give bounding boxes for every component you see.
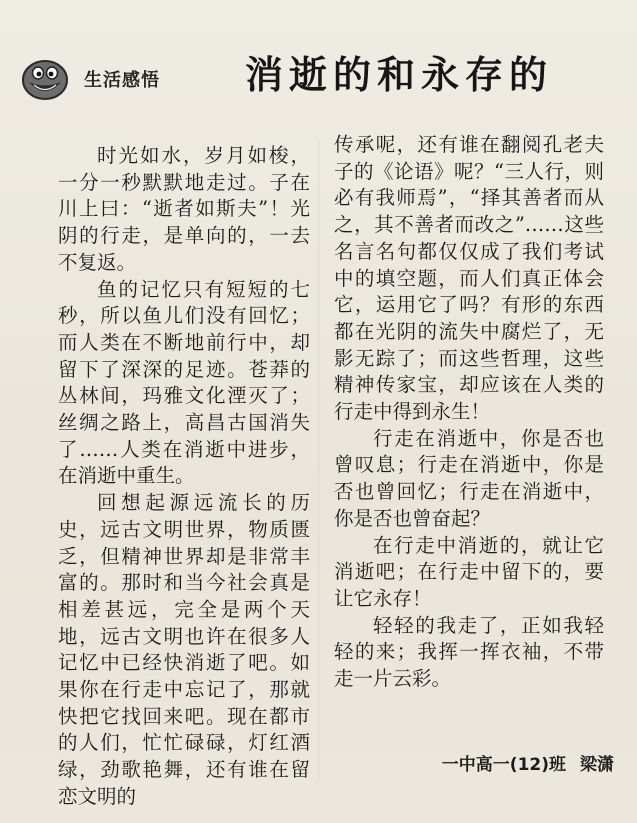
paragraph: 鱼的记忆只有短短的七秒，所以鱼儿们没有回忆；而人类在不断地前行中，却留下了深深的足迹。苍莽的丛林间，玛雅文化湮灭了；丝绸之路上，高昌古国消失了……人类在消逝中进步，在消逝中重生。: [58, 277, 310, 488]
article-right-column: [334, 132, 604, 693]
article-header: [0, 0, 637, 110]
author-byline: [394, 750, 614, 775]
smiley-face-icon: [20, 58, 70, 102]
author-class: 一中高一(12)班: [441, 755, 566, 775]
column-divider: [318, 140, 319, 780]
paragraph: 行走在消逝中，你是否也曾叹息；行走在消逝中，你是否也曾回忆；行走在消逝中，你是否也曾奋起？: [334, 426, 604, 530]
paragraph: 轻轻的我走了，正如我轻轻的来；我挥一挥衣袖，不带走一片云彩。: [334, 613, 604, 691]
paragraph: 在行走中消逝的，就让它消逝吧；在行走中留下的，要让它永存！: [334, 533, 604, 610]
paragraph: 时光如水，岁月如梭，一分一秒默默地走过。子在川上曰：“逝者如斯夫”！光阴的行走，是单向的，一去不复返。: [58, 144, 310, 274]
section-label: 生活感悟: [84, 70, 160, 91]
paragraph-continuation: 传承呢，还有谁在翻阅孔老夫子的《论语》呢？“三人行，则必有我师焉”，“择其善者而从之，其不善者而改之”……这些名言名句都仅仅成了我们考试中的填空题，而人们真正体会它，运用它了吗？有形的东西都在光阴的流失中腐烂了，无影无踪了；而这些哲理，这些精神传家宝，却应该在人类的行走中得到永生！: [334, 133, 604, 424]
paragraph: 回想起源远流长的历史，远古文明世界，物质匮乏，但精神世界却是非常丰富的。那时和当今社会真是相差甚远，完全是两个天地，远古文明也许在很多人记忆中已经快消逝了吧。如果你在行走中忘记了，那就快把它找回来吧。现在都市的人们，忙忙碌碌，灯红酒绿，劲歌艳舞，还有谁在留恋文明的: [58, 491, 310, 808]
article-title: 消逝的和永存的: [245, 53, 554, 97]
author-name: 梁潇: [580, 755, 614, 775]
article-left-column: [58, 143, 310, 811]
